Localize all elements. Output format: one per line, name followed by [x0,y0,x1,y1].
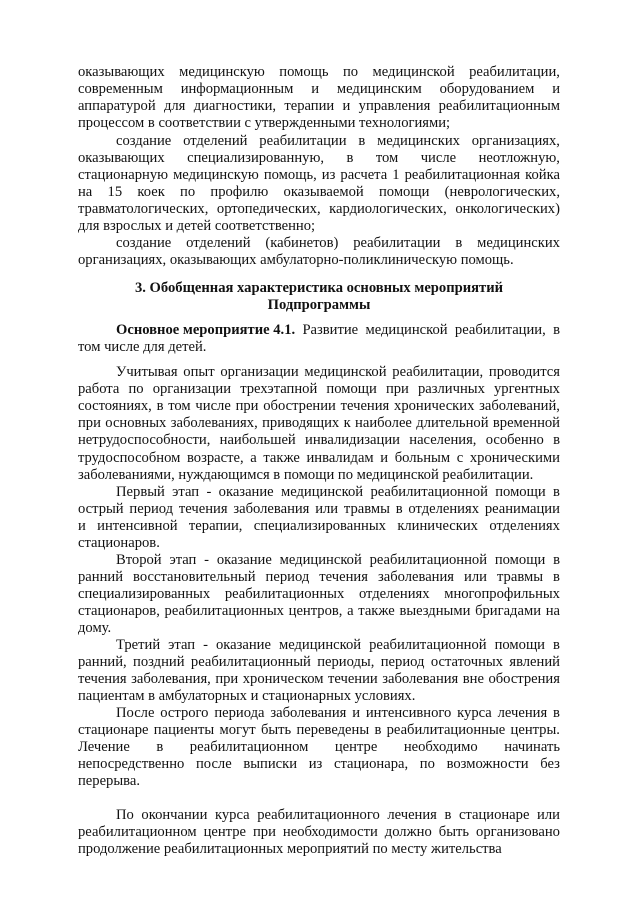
word: выездными [399,603,471,620]
word: реабилитационный [190,654,311,671]
word: пациенты [153,722,215,739]
word: числе [195,398,231,415]
word: лечения [497,705,548,721]
text-line [78,201,560,218]
word: курса [457,705,492,721]
word: ранний, [78,654,127,671]
word: заболевания [377,569,455,586]
word: центре [203,824,247,841]
word: также [358,603,395,620]
word: этап [172,484,200,500]
word: - [204,552,210,568]
word: различных [417,381,485,398]
text-line: продолжение реабилитационных мероприятий по месту жительства [78,841,502,858]
word: населения, [409,432,477,449]
word: при [235,398,259,415]
word: реабилитационным [438,98,560,115]
word: или [464,569,487,586]
word: после [195,756,232,773]
word: в [553,322,560,338]
text-line [78,654,560,671]
word: - [206,484,212,500]
word: течении [328,671,378,688]
word: (неврологических, [444,183,560,200]
word: помощи [495,484,546,500]
word: нетрудоспособности, [78,432,211,449]
word: хронических [394,398,475,415]
word: в [444,807,452,823]
word: поздний [133,654,185,671]
word: окончании [141,807,208,823]
word: По [116,807,134,823]
word: терапии, [188,518,243,535]
word: при [215,671,239,688]
word: особенно [485,432,544,449]
word: бригадами [475,603,542,620]
word: отделений [186,235,251,251]
word: восстановительный [133,569,256,586]
word: организовано [476,824,560,841]
word: в [553,705,560,721]
word: длительной [416,415,489,432]
text-line [78,167,560,184]
word: курса [215,807,250,823]
text-line: заболеваниями, нуждающимся в помощи по медицинской реабилитации. [78,466,534,483]
text-line [78,184,560,201]
word: течения [319,569,368,586]
text-line [78,98,560,115]
word: по [342,64,359,80]
text-line [78,756,560,773]
text-line [78,415,560,432]
word: медицинской [278,637,362,653]
word: с [456,449,464,466]
word: заболеваний, [479,398,560,415]
word: периоды, [317,654,375,671]
word: ранний [78,569,124,586]
word: обострении [263,398,336,415]
word: помощи [378,183,430,200]
word: ургентных [494,381,560,398]
word: управления [358,98,431,115]
word: реабилитации [259,132,347,149]
word: в [553,569,560,586]
word: непосредственно [78,756,185,773]
word: а [347,603,354,620]
text-line [116,133,560,150]
word: в [346,149,354,166]
word: реабилитационных [164,603,284,620]
word: помощи [326,381,377,398]
word: Учитывая [116,364,178,380]
text-line [116,552,560,569]
word: вне [462,671,484,688]
word: информационным [180,81,294,98]
word: при [78,415,101,432]
word: современным [78,81,163,98]
text-line: организациях, оказывающих амбулаторно-поликлиническую помощь. [78,252,514,269]
word: (кабинетов) [265,235,339,251]
text-line: для взрослых и детей соответственно; [78,218,316,234]
word: том [375,149,399,166]
word: временной [492,415,560,432]
word: обострения [488,671,560,688]
word: при [253,824,276,841]
word: Первый [116,484,165,500]
word: стационара, [333,756,409,773]
word: травмы [496,569,543,586]
word: хроническом [242,671,324,688]
word: опыт [183,364,215,380]
text-line [78,501,560,518]
word: помощь [279,64,329,80]
word: медицинским [336,81,422,98]
word: неотложную, [478,149,560,166]
word: 15 [107,183,123,200]
word: 1 [392,166,400,183]
text-line [78,432,560,449]
word: и [552,81,560,98]
word: специализированную, [187,149,324,166]
word: течения [340,398,390,415]
word: коек [137,183,165,200]
word: создание [116,235,172,251]
word: медицинских [377,132,460,149]
text-line [78,722,560,739]
text-line [116,235,560,252]
word: остаточных [430,654,503,671]
word: создание [116,132,172,149]
word: в [553,637,560,653]
word: заболевания [270,705,347,721]
text-line [78,518,560,535]
word: явлений [509,654,560,671]
word: период [265,569,310,586]
word: расчета [340,166,388,183]
word: реабилитации, [469,64,560,80]
text-line: стационаров. [78,535,160,552]
word: интенсивного [365,705,452,721]
word: хроническими [469,449,560,466]
word: наиболее [355,415,412,432]
word: специализированных [253,518,386,535]
word: основных [105,415,167,432]
text-line [78,81,560,98]
word: течения [78,671,127,688]
word: в [455,235,463,251]
word: по [128,381,144,398]
word: многопрофильных [444,586,560,603]
word: - [203,637,208,653]
word: для [163,98,186,115]
word: и [380,449,389,466]
word: оборудованием [439,81,535,98]
text-line [78,569,560,586]
word: инвалидам [306,449,374,466]
word: интенсивной [97,518,178,535]
word: приводящих [262,415,340,432]
text-line [78,381,560,398]
text-line [116,484,560,501]
word: при [385,381,409,398]
word: оказание [216,552,272,568]
main-measure-label: Основное мероприятие 4.1. [116,322,296,338]
word: оказываемой [283,183,364,200]
word: оказывающих [78,64,165,80]
word: реабилитационном [189,739,309,756]
word: в [156,739,164,756]
text-line: дому. [78,620,112,637]
word: оказание [218,484,274,500]
word: а [250,449,257,466]
word: медицинской [304,364,387,380]
text-line: том числе для детей. [78,339,207,355]
word: отделениях [489,518,560,535]
text-line [116,807,560,824]
word: Лечение [78,739,130,756]
word: острого [160,705,209,721]
word: из [308,756,323,773]
word: заболеваниях, [170,415,258,432]
word: без [540,756,560,773]
word: из [321,166,336,183]
word: оказывающих [78,149,165,166]
word: необходимости [282,824,378,841]
word: трехэтапной [240,381,318,398]
word: заболевания [233,501,310,518]
word: стационаров, [78,603,160,620]
word: к [343,415,351,432]
word: терапии [284,98,335,115]
word: трудоспособном [78,449,181,466]
text-line [78,671,560,688]
word: реабилитационного [257,807,380,823]
word: необходимо [403,739,478,756]
text-line [78,739,560,756]
word: заболевания [382,671,459,688]
text-line [78,398,560,415]
word: травматологических, [78,200,209,217]
word: стационаре [78,722,149,739]
word: аппаратурой [78,98,156,115]
word: выписки [243,756,298,773]
word: период [380,654,425,671]
word: в [156,398,164,415]
word: Второй [116,552,162,568]
word: центров, [288,603,343,620]
word: в [374,722,382,739]
word: реабилитации, [392,364,484,380]
word: центре [334,739,378,756]
word: реабилитационной [369,552,488,568]
word: медицинскую [173,166,259,183]
word: быть [438,824,470,841]
word: по [180,183,196,200]
word: центры. [510,722,560,739]
text-line [78,150,560,167]
word: медицинских [477,235,560,251]
word: медицинской [279,552,362,568]
main-measure-line [116,322,560,339]
word: в [553,432,560,449]
word: стационаре [458,807,530,823]
word: наибольшей [219,432,296,449]
word: проводится [488,364,560,380]
text-line [78,603,560,620]
word: реабилитации, [454,322,546,338]
word: периода [214,705,265,721]
section-heading: 3. Обобщенная характеристика основных мероприятий [134,280,504,296]
word: специализированных [78,586,211,603]
section-heading-subtitle: Подпрограммы [267,297,371,313]
word: или [537,807,560,823]
word: и [342,98,351,115]
text-line [78,586,560,603]
word: реабилитационной [370,484,488,500]
word: диагностики, [193,98,277,115]
word: помощи [494,552,546,568]
word: возрасте, [186,449,244,466]
word: медицинской [365,322,448,338]
word: этап [169,552,197,568]
text-line: пациентам в амбулаторных и стационарных условиях. [78,688,416,705]
word: быть [260,722,292,739]
word: реабилитационных [224,586,345,603]
word: переведены [296,722,370,739]
word: койка [525,166,560,183]
word: и [78,518,86,535]
word: онкологических) [455,200,560,217]
word: начинать [504,739,560,756]
word: лечения [387,807,437,823]
text-line: перерыва. [78,773,140,790]
word: реабилитационном [78,824,197,841]
word: числе [420,149,457,166]
word: и [311,81,320,98]
word: стационарную [78,166,169,183]
word: травмы [343,501,390,518]
word: или [315,501,339,518]
word: помощь, [263,166,317,183]
word: этап [168,637,196,653]
word: также [263,449,300,466]
word: оказание [215,637,271,653]
word: клинических [397,518,478,535]
word: медицинской [280,484,364,500]
word: возможности [446,756,529,773]
word: помощи [494,637,545,653]
word: период [129,501,174,518]
word: кардиологических, [329,200,447,217]
word: в [553,552,560,568]
word: организации [220,364,299,380]
word: После [116,705,155,721]
word: реабилитации [353,235,441,251]
word: работа [78,381,120,398]
word: медицинской [372,64,455,80]
text-line [116,705,560,722]
word: реанимации [484,501,560,518]
word: и [352,705,361,721]
word: ортопедических, [216,200,321,217]
word: на [545,603,560,620]
word: отделениях [408,501,480,518]
word: состояниях, [78,398,152,415]
text-line [78,64,560,81]
word: реабилитационные [386,722,506,739]
word: на [78,183,93,200]
word: том [168,398,191,415]
word: Третий [116,637,161,653]
text-line [78,824,560,841]
word: должно [384,824,432,841]
word: профилю [210,183,269,200]
word: острый [78,501,124,518]
word: в [358,132,366,149]
word: Развитие [302,322,359,338]
word: заболевания, [131,671,211,688]
text-line [116,364,560,381]
word: могут [219,722,256,739]
word: отделениях [358,586,430,603]
text-line [78,450,560,467]
word: течения [178,501,228,518]
word: в [395,501,403,518]
text-line: процессом в соответствии с утвержденными технологиями; [78,115,451,132]
word: в [553,484,560,500]
word: инвалидизации [305,432,400,449]
text-line [116,637,560,654]
word: по [419,756,435,773]
word: отделений [183,132,248,149]
word: реабилитационная [404,166,521,183]
word: организациях, [471,132,560,149]
word: больным [394,449,451,466]
word: организации [152,381,232,398]
word: реабилитационной [369,637,487,653]
word: медицинскую [179,64,265,80]
